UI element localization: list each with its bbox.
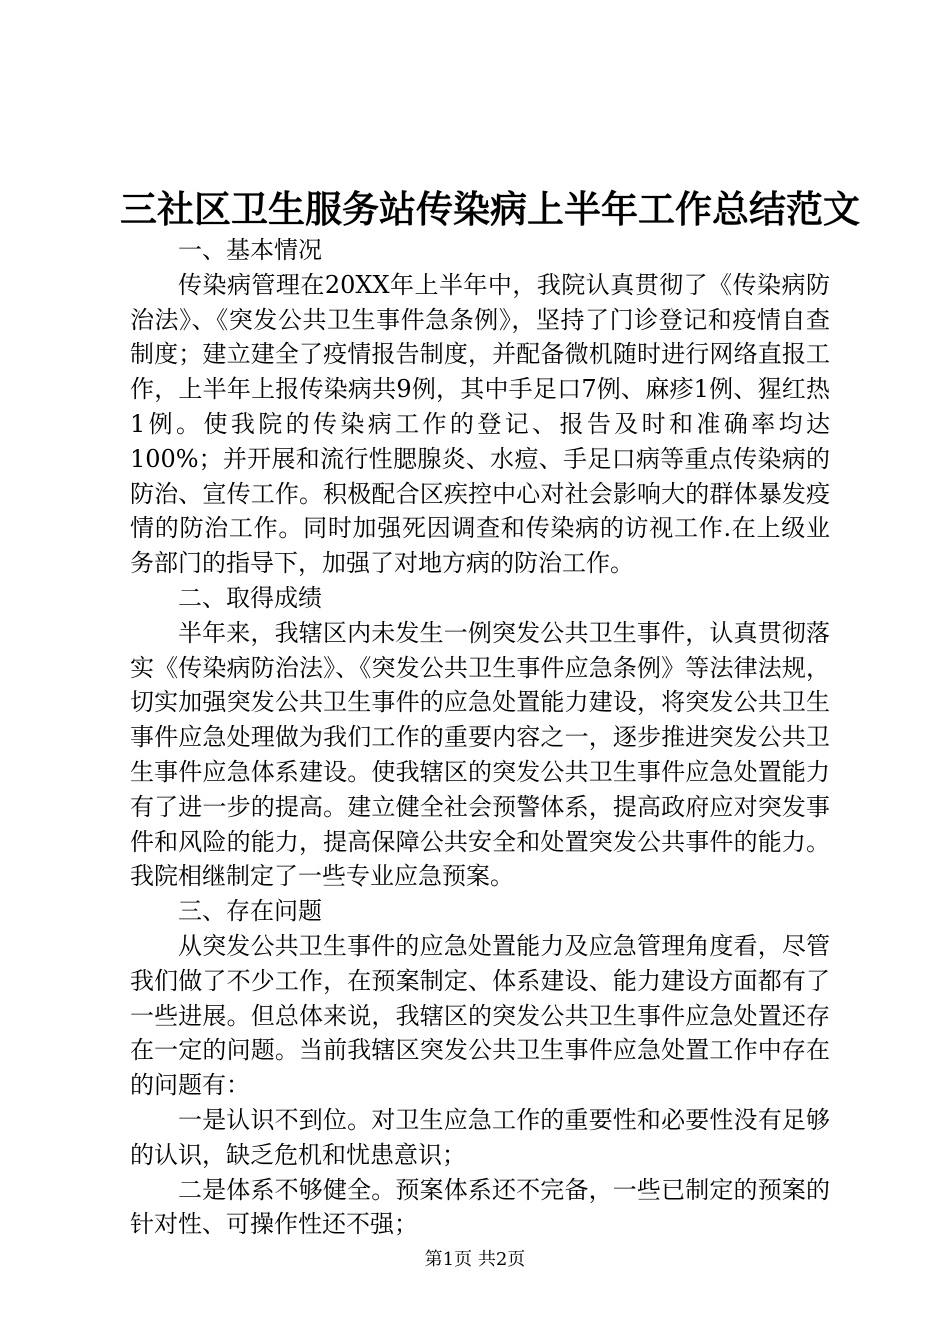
paragraph-problem-one: 一是认识不到位。对卫生应急工作的重要性和必要性没有足够的认识，缺乏危机和忧患意识； [130,1105,830,1169]
section-heading-basic-situation: 一、基本情况 [178,236,322,264]
paragraph-problems: 从突发公共卫生事件的应急处置能力及应急管理角度看，尽管我们做了不少工作，在预案制定、体系建设、能力建设方面都有了一些进展。但总体来说，我辖区的突发公共卫生事件应急处置还存在一定的问题。当前我辖区突发公共卫生事件应急处置工作中存在的问题有： [130,931,830,1100]
section-heading-problems: 三、存在问题 [178,897,322,926]
paragraph-problem-two: 二是体系不够健全。预案体系还不完备，一些已制定的预案的针对性、可操作性还不强； [130,1175,830,1239]
paragraph-basic-situation: 传染病管理在20XX年上半年中，我院认真贯彻了《传染病防治法》、《突发公共卫生事件急条例》，坚持了门诊登记和疫情自查制度；建立建全了疫情报告制度，并配备微机随时进行网络直报工作，上半年上报传染病共9例，其中手足口7例、麻疹1例、猩红热1例。使我院的传染病工作的登记、报告及时和准确率均达100%；并开展和流行性腮腺炎、水痘、手足口病等重点传染病的防治、宣传工作。积极配合区疾控中心对社会影响大的群体暴发疫情的防治工作。同时加强死因调查和传染病的访视工作.在上级业务部门的指导下，加强了对地方病的防治工作。 [130,270,830,578]
document-body [130,233,830,1242]
section-heading-achievements: 二、取得成绩 [178,583,322,612]
page-footer: 第1页 共2页 [424,1249,526,1270]
document-title: 三社区卫生服务站传染病上半年工作总结范文 [120,187,860,231]
paragraph-achievements: 半年来，我辖区内未发生一例突发公共卫生事件，认真贯彻落实《传染病防治法》、《突发公共卫生事件应急条例》等法律法规，切实加强突发公共卫生事件的应急处置能力建设，将突发公共卫生事件应急处理做为我们工作的重要内容之一，逐步推进突发公共卫生事件应急体系建设。使我辖区的突发公共卫生事件应急处置能力有了进一步的提高。建立健全社会预警体系，提高政府应对突发事件和风险的能力，提高保障公共安全和处置突发公共事件的能力。我院相继制定了一些专业应急预案。 [130,618,830,891]
